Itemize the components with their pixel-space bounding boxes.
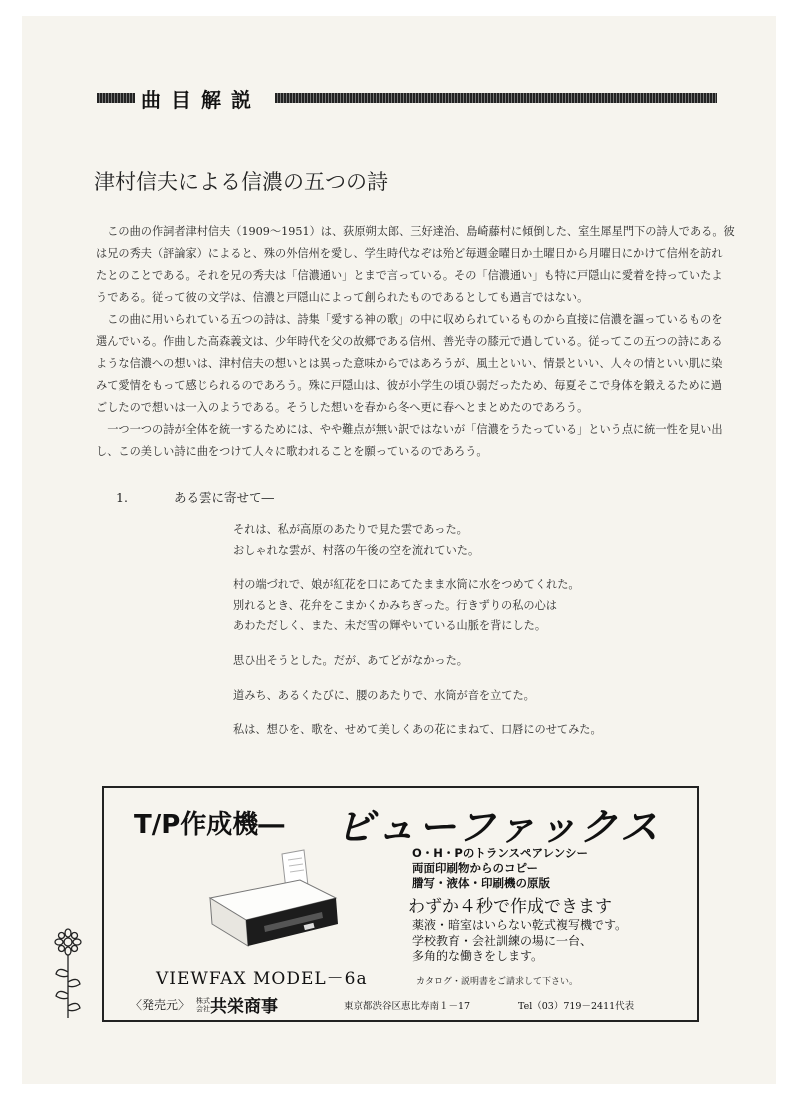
body-line: し、この美しい詩に曲をつけて人々に歌われることを願っているのであろう。 (96, 445, 488, 458)
body-line: たとのことである。それを兄の秀夫は「信濃通い」とまで言っている。その「信濃通い」も特に戸隠山に愛着を持っていたよ (96, 269, 723, 282)
poem-line: あわただしく、また、未だ雪の輝やいている山脈を背にした。 (233, 619, 547, 633)
body-line: この曲の作詞者津村信夫（1909～1951）は、荻原朔太郎、三好達治、島崎藤村に傾倒した、室生犀星門下の詩人である。彼 (96, 225, 735, 238)
song-heading (116, 488, 274, 506)
ad-address: 東京都渋谷区恵比寿南１－17 (344, 1001, 471, 1012)
poem-line: 村の端づれで、娘が紅花を口にあてたまま水筒に水をつめてくれた。 (233, 578, 580, 592)
body-line: みて愛情をもって感じられるのであろう。殊に戸隠山は、彼が小学生の頃ひ弱だったため、毎夏そこで身体を鍛えるために過 (96, 379, 723, 392)
ad-description (412, 918, 627, 965)
section-header (97, 88, 717, 110)
ad-description-line: 薬液・暗室はいらない乾式複写機です。 (412, 918, 628, 932)
ad-feature: 謄写・液体・印刷機の原版 (412, 876, 550, 890)
advertisement (102, 786, 699, 1022)
poem-line: 道みち、あるくたびに、腰のあたりで、水筒が音を立てた。 (233, 688, 535, 702)
header-stripe-left (97, 93, 135, 103)
ad-seller (130, 992, 278, 1017)
body-line: 選んでいる。作曲した高森義文は、少年時代を父の故郷である信州、善光寺の膝元で過している。従ってこの五つの詩にある (96, 335, 723, 348)
body-line: この曲に用いられている五つの詩は、詩集「愛する神の歌」の中に収められているものから直接に信濃を謳っているものを (96, 313, 723, 326)
poem-line: 私は、想ひを、歌を、せめて美しくあの花にまねて、口唇にのせてみた。 (233, 723, 602, 737)
copier-machine-image (204, 846, 354, 956)
seller-role: 〈発売元〉 (130, 998, 191, 1012)
ad-features (412, 846, 588, 891)
company-name: 共栄商事 (210, 997, 279, 1017)
poem-line: 思ひ出そうとした。だが、あてどがなかった。 (233, 653, 468, 667)
song-title: ある雲に寄せて― (174, 490, 275, 505)
header-stripe-right (275, 93, 717, 103)
company-type: 株式 会社 (196, 996, 211, 1013)
poem-line: それは、私が高原のあたりで見た雲であった。 (233, 523, 468, 536)
ad-headline: T/P作成機― (134, 810, 285, 840)
flower-ornament-icon (50, 928, 86, 1020)
poem (233, 520, 653, 741)
ad-model-name: VIEWFAX MODEL－6a (156, 969, 368, 989)
section-title: 曲目解説 (141, 88, 261, 112)
body-line: ごしたので想いは一入のようである。そうした想いを春から冬へ更に春へとまとめたのであろう。 (96, 401, 589, 414)
article-body (96, 221, 736, 463)
ad-brand-name: ビューファックス (336, 805, 661, 849)
body-line: は兄の秀夫（評論家）によると、殊の外信州を愛し、学生時代なぞは殆ど毎週金曜日か土曜日から月曜日にかけて信州を訪れ (96, 247, 723, 260)
body-line: 一つ一つの詩が全体を統一するためには、やや難点が無い訳ではないが「信濃をうたっている」という点に統一性を見い出 (96, 423, 723, 436)
ad-description-line: 学校教育・会社訓練の場に一台、 (412, 933, 593, 948)
poem-line: 別れるとき、花弁をこまかくかみちぎった。行きずりの私の心は (233, 598, 557, 612)
body-line: ような信濃への想いは、津村信夫の想いとは異った意味からではあろうが、風土といい、情景といい、人々の情といい肌に染 (96, 357, 723, 370)
ad-feature: 両面印刷物からのコピー (412, 861, 539, 875)
body-line: うである。従って彼の文学は、信濃と戸隠山によって創られたものであるとしても過言ではない。 (96, 291, 589, 304)
ad-description-line: 多角的な働きをします。 (412, 949, 544, 963)
song-number: 1. (116, 490, 128, 505)
ad-catalog-note: カタログ・説明書をご請求して下さい。 (416, 977, 579, 987)
article-title: 津村信夫による信濃の五つの詩 (94, 170, 388, 194)
ad-tagline: わずか４秒で作成できます (408, 897, 612, 917)
ad-feature: O・H・Pのトランスペアレンシー (412, 846, 588, 860)
poem-line: おしゃれな雲が、村落の午後の空を流れていた。 (233, 543, 480, 557)
ad-telephone: Tel（03）719－2411代表 (518, 1001, 635, 1012)
